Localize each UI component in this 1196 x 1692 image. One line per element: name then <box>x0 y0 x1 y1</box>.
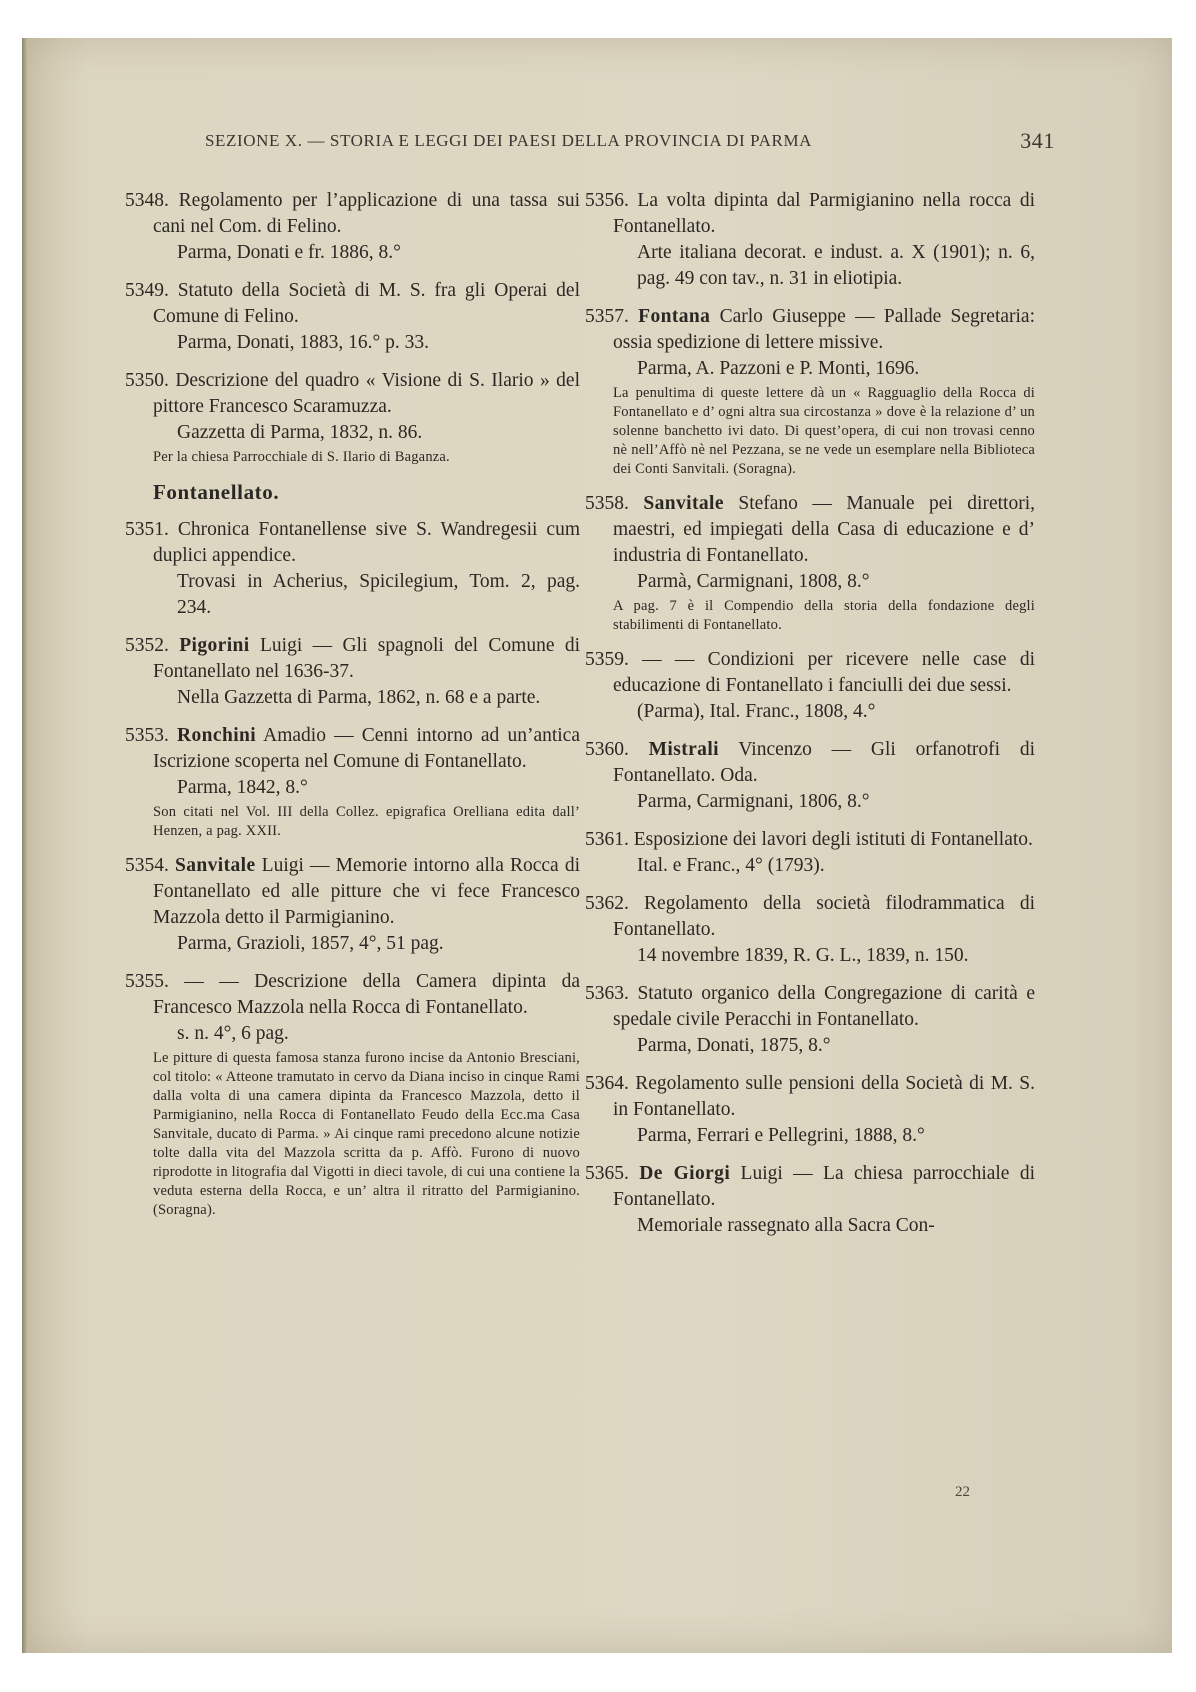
entry-publication: Parma, Donati, 1875, 8.° <box>637 1035 831 1056</box>
entry-5356 <box>585 188 1035 292</box>
entry-text: 5349. Statuto della Società di M. S. fra gli Operai del Comune di Felino. <box>125 280 580 327</box>
entry-5363 <box>585 981 1035 1059</box>
entry-text <box>585 1161 1035 1213</box>
left-column <box>125 188 580 1232</box>
entry-publication: Parmà, Carmignani, 1808, 8.° <box>637 571 870 592</box>
section-title: Fontanellato. <box>153 480 280 504</box>
entry-title: Amadio — Cenni intorno ad un’antica Iscrizione scoperta nel Comune di Fontanellato. <box>153 725 580 772</box>
entry-publication: Parma, A. Pazzoni e P. Monti, 1696. <box>637 358 920 379</box>
entry-number: 5352. <box>125 635 169 656</box>
entry-note: Per la chiesa Parrocchiale di S. Ilario di Baganza. <box>153 449 450 465</box>
entry-5364 <box>585 1071 1035 1149</box>
entry-author: Pigorini <box>179 635 250 656</box>
entry-number: 5353. <box>125 725 169 746</box>
running-header <box>205 128 1055 152</box>
entry-number: 5365. <box>585 1163 629 1184</box>
running-title: SEZIONE X. — STORIA E LEGGI DEI PAESI DELLA PROVINCIA DI PARMA <box>205 131 813 150</box>
entry-5360 <box>585 737 1035 815</box>
entry-text: 5351. Chronica Fontanellense sive S. Wandregesii cum duplici appendice. <box>125 519 580 566</box>
entry-title: Carlo Giuseppe — Pallade Segretaria: ossia spedizione di lettere missive. <box>613 306 1036 353</box>
entry-publication: Ital. e Franc., 4° (1793). <box>637 855 825 876</box>
entry-text: 5350. Descrizione del quadro « Visione di S. Ilario » del pittore Francesco Scaramuzza. <box>125 370 580 417</box>
entry-5355 <box>125 969 580 1220</box>
entry-text: 5364. Regolamento sulle pensioni della Società di M. S. in Fontanellato. <box>585 1073 1035 1120</box>
entry-publication: 14 novembre 1839, R. G. L., 1839, n. 150. <box>637 945 969 966</box>
entry-text: 5363. Statuto organico della Congregazione di carità e spedale civile Peracchi in Fontanellato. <box>585 983 1035 1030</box>
entry-5365 <box>585 1161 1035 1239</box>
entry-author: De Giorgi <box>639 1163 731 1184</box>
entry-5357 <box>585 304 1035 479</box>
entry-5358 <box>585 491 1035 635</box>
entry-5348 <box>125 188 580 266</box>
entry-publication: (Parma), Ital. Franc., 1808, 4.° <box>637 701 876 722</box>
entry-publication: Nella Gazzetta di Parma, 1862, n. 68 e a parte. <box>177 687 541 708</box>
entry-5359 <box>585 647 1035 725</box>
entry-author: Ronchini <box>177 725 257 746</box>
entry-publication: Parma, Donati e fr. 1886, 8.° <box>177 242 401 263</box>
entry-text: 5355. — — Descrizione della Camera dipinta da Francesco Mazzola nella Rocca di Fontanellato. <box>125 971 580 1018</box>
entry-5350 <box>125 368 580 467</box>
entry-author: Fontana <box>638 306 711 327</box>
entry-publication: s. n. 4°, 6 pag. <box>177 1023 289 1044</box>
entry-text: 5361. Esposizione dei lavori degli istituti di Fontanellato. <box>585 829 1033 850</box>
entry-text <box>585 737 1035 789</box>
entry-text: 5356. La volta dipinta dal Parmigianino nella rocca di Fontanellato. <box>585 190 1035 237</box>
entry-number: 5354. <box>125 855 169 876</box>
entry-5352 <box>125 633 580 711</box>
entry-title: Luigi — Gli spagnoli del Comune di Fontanellato nel 1636-37. <box>153 635 581 682</box>
signature-mark: 22 <box>955 1484 970 1500</box>
entry-number: 5357. <box>585 306 629 327</box>
entry-number: 5360. <box>585 739 629 760</box>
entry-text <box>585 491 1035 569</box>
entry-title: Vincenzo — Gli orfanotrofi di Fontanellato. Oda. <box>613 739 1035 786</box>
entry-note: A pag. 7 è il Compendio della storia della fondazione degli stabilimenti di Fontanellato. <box>613 598 1035 633</box>
entry-publication: Memoriale rassegnato alla Sacra Con- <box>637 1215 935 1236</box>
page-number: 341 <box>1020 128 1055 153</box>
entry-text <box>585 304 1035 356</box>
entry-5351 <box>125 517 580 621</box>
right-column <box>585 188 1035 1251</box>
entry-5349 <box>125 278 580 356</box>
entry-publication: Arte italiana decorat. e indust. a. X (1901); n. 6, pag. 49 con tav., n. 31 in eliotipia. <box>637 242 1035 289</box>
entry-5353 <box>125 723 580 841</box>
entry-publication: Parma, Carmignani, 1806, 8.° <box>637 791 870 812</box>
entry-5362 <box>585 891 1035 969</box>
entry-5361 <box>585 827 1035 879</box>
page-binding-edge <box>22 38 28 1653</box>
entry-title: Luigi — Memorie intorno alla Rocca di Fontanellato ed alle pitture che vi fece Francesco Mazzola detto il Parmigianino. <box>153 855 580 928</box>
entry-text <box>125 723 580 775</box>
entry-note: La penultima di queste lettere dà un « Ragguaglio della Rocca di Fontanellato e d’ ogni altra sua circostanza » dove è la relazione d’ un solenne banchetto ivi dato. Di quest’opera, di cui non trovasi cenno nè nell’Affò nè nel Pezzana, se ne vede un esemplare nella Biblioteca dei Conti Sanvitali. (Soragna). <box>613 385 1035 477</box>
entry-publication: Parma, Grazioli, 1857, 4°, 51 pag. <box>177 933 444 954</box>
entry-publication: Trovasi in Acherius, Spicilegium, Tom. 2, pag. 234. <box>177 571 580 618</box>
entry-publication: Parma, 1842, 8.° <box>177 777 308 798</box>
entry-text: 5348. Regolamento per l’applicazione di una tassa sui cani nel Com. di Felino. <box>125 190 580 237</box>
entry-author: Sanvitale <box>643 493 724 514</box>
entry-title: Stefano — Manuale pei direttori, maestri, ed impiegati della Casa di educazione e d’ industria di Fontanellato. <box>613 493 1035 566</box>
entry-publication: Gazzetta di Parma, 1832, n. 86. <box>177 422 423 443</box>
entry-5354 <box>125 853 580 957</box>
entry-text: 5359. — — Condizioni per ricevere nelle case di educazione di Fontanellato i fanciulli dei due sessi. <box>585 649 1035 696</box>
entry-publication: Parma, Donati, 1883, 16.° p. 33. <box>177 332 430 353</box>
entry-text <box>125 633 580 685</box>
entry-note: Son citati nel Vol. III della Collez. epigrafica Orelliana edita dall’ Henzen, a pag. XXII. <box>153 804 580 839</box>
entry-number: 5358. <box>585 493 629 514</box>
entry-text <box>125 853 580 931</box>
entry-text: 5362. Regolamento della società filodrammatica di Fontanellato. <box>585 893 1035 940</box>
entry-title: Luigi — La chiesa parrocchiale di Fontanellato. <box>613 1163 1036 1210</box>
entry-note: Le pitture di questa famosa stanza furono incise da Antonio Bresciani, col titolo: « Atteone tramutato in cervo da Diana inciso in cinque Rami dalla volta di una camera dipinta da Francesco Mazzola, detto il Parmigianino, nella Rocca di Fontanellato Feudo della Ecc.ma Casa Sanvitale, ducato di Parma. » Ai cinque rami precedono alcune notizie tolte dalla vita del Mazzola scritta da p. Affò. Furono di nuovo riprodotte in litografia dal Vigotti in dieci tavole, di cui una contiene la veduta esterna della Rocca, e un’ altra il ritratto del Parmigianino. (Soragna). <box>153 1050 580 1218</box>
entry-author: Mistrali <box>648 739 719 760</box>
entry-publication: Parma, Ferrari e Pellegrini, 1888, 8.° <box>637 1125 925 1146</box>
entry-author: Sanvitale <box>175 855 256 876</box>
